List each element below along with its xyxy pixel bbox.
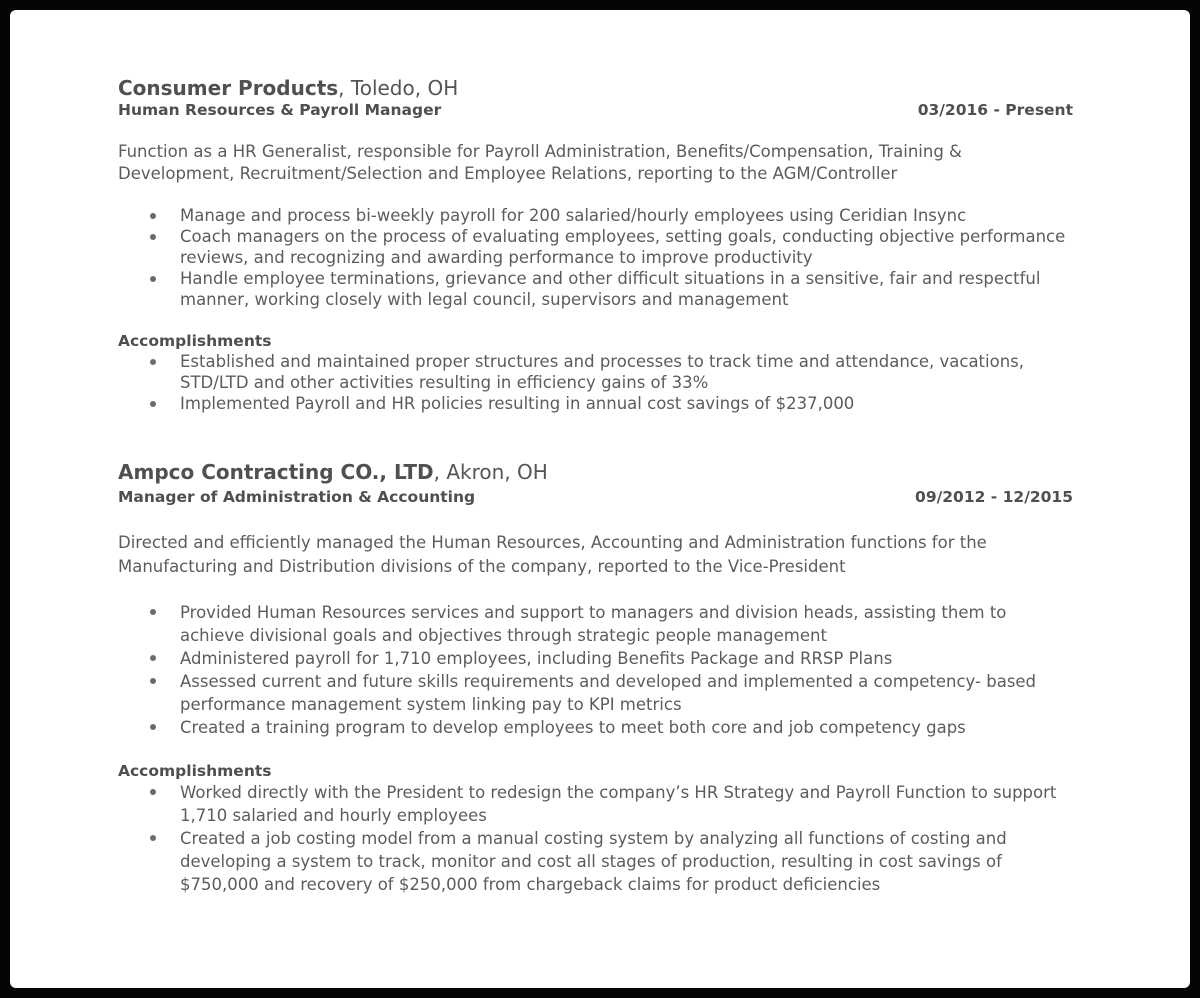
list-item: Provided Human Resources services and support to managers and division heads, assisting them to achieve divisional goals and objectives through strategic people management xyxy=(118,601,1073,647)
list-item: Worked directly with the President to redesign the company’s HR Strategy and Payroll Function to support 1,710 salaried and hourly employees xyxy=(118,781,1073,827)
list-item: Coach managers on the process of evaluating employees, setting goals, conducting objective performance reviews, and recognizing and awarding performance to improve productivity xyxy=(118,226,1073,268)
job-title: Manager of Administration & Accounting xyxy=(118,488,476,506)
employer-line xyxy=(118,460,1073,484)
responsibility-list xyxy=(118,601,1073,739)
job-summary: Directed and efficiently managed the Human Resources, Accounting and Administration functions for the Manufacturing and Distribution divisions of the company, reported to the Vice-President xyxy=(118,533,987,576)
accomplishments-heading: Accomplishments xyxy=(118,332,272,350)
company-name: Ampco Contracting CO., LTD xyxy=(118,460,434,484)
job-entry xyxy=(118,76,1073,414)
list-item: Handle employee terminations, grievance and other difficult situations in a sensitive, fair and respectful manner, working closely with legal council, supervisors and management xyxy=(118,268,1073,310)
job-summary: Function as a HR Generalist, responsible for Payroll Administration, Benefits/Compensation, Training & Development, Recruitment/Selection and Employee Relations, reporting to the AGM/Controller xyxy=(118,142,962,183)
list-item: Created a job costing model from a manual costing system by analyzing all functions of costing and developing a system to track, monitor and cost all stages of production, resulting in cost savings of $750,000 and recovery of $250,000 from chargeback claims for product deficiencies xyxy=(118,827,1073,896)
role-row xyxy=(118,100,1073,120)
accomplishment-list xyxy=(118,781,1073,896)
role-row xyxy=(118,487,1073,507)
job-dates: 09/2012 - 12/2015 xyxy=(915,488,1073,506)
company-name: Consumer Products xyxy=(118,76,339,100)
accomplishment-list xyxy=(118,351,1073,414)
list-item: Created a training program to develop employees to meet both core and job competency gaps xyxy=(118,716,1073,739)
responsibility-list xyxy=(118,205,1073,310)
job-title: Human Resources & Payroll Manager xyxy=(118,101,442,119)
list-item: Administered payroll for 1,710 employees, including Benefits Package and RRSP Plans xyxy=(118,647,1073,670)
company-location: , Toledo, OH xyxy=(338,76,459,100)
list-item: Established and maintained proper structures and processes to track time and attendance, vacations, STD/LTD and other activities resulting in efficiency gains of 33% xyxy=(118,351,1073,393)
company-location: , Akron, OH xyxy=(433,460,548,484)
list-item: Manage and process bi-weekly payroll for 200 salaried/hourly employees using Ceridian Insync xyxy=(118,205,1073,226)
job-entry xyxy=(118,460,1073,896)
list-item: Assessed current and future skills requirements and developed and implemented a competency- based performance management system linking pay to KPI metrics xyxy=(118,670,1073,716)
resume-page xyxy=(10,10,1190,988)
employer-line xyxy=(118,76,1073,100)
list-item: Implemented Payroll and HR policies resulting in annual cost savings of $237,000 xyxy=(118,393,1073,414)
accomplishments-heading: Accomplishments xyxy=(118,762,272,780)
job-dates: 03/2016 - Present xyxy=(917,101,1073,119)
